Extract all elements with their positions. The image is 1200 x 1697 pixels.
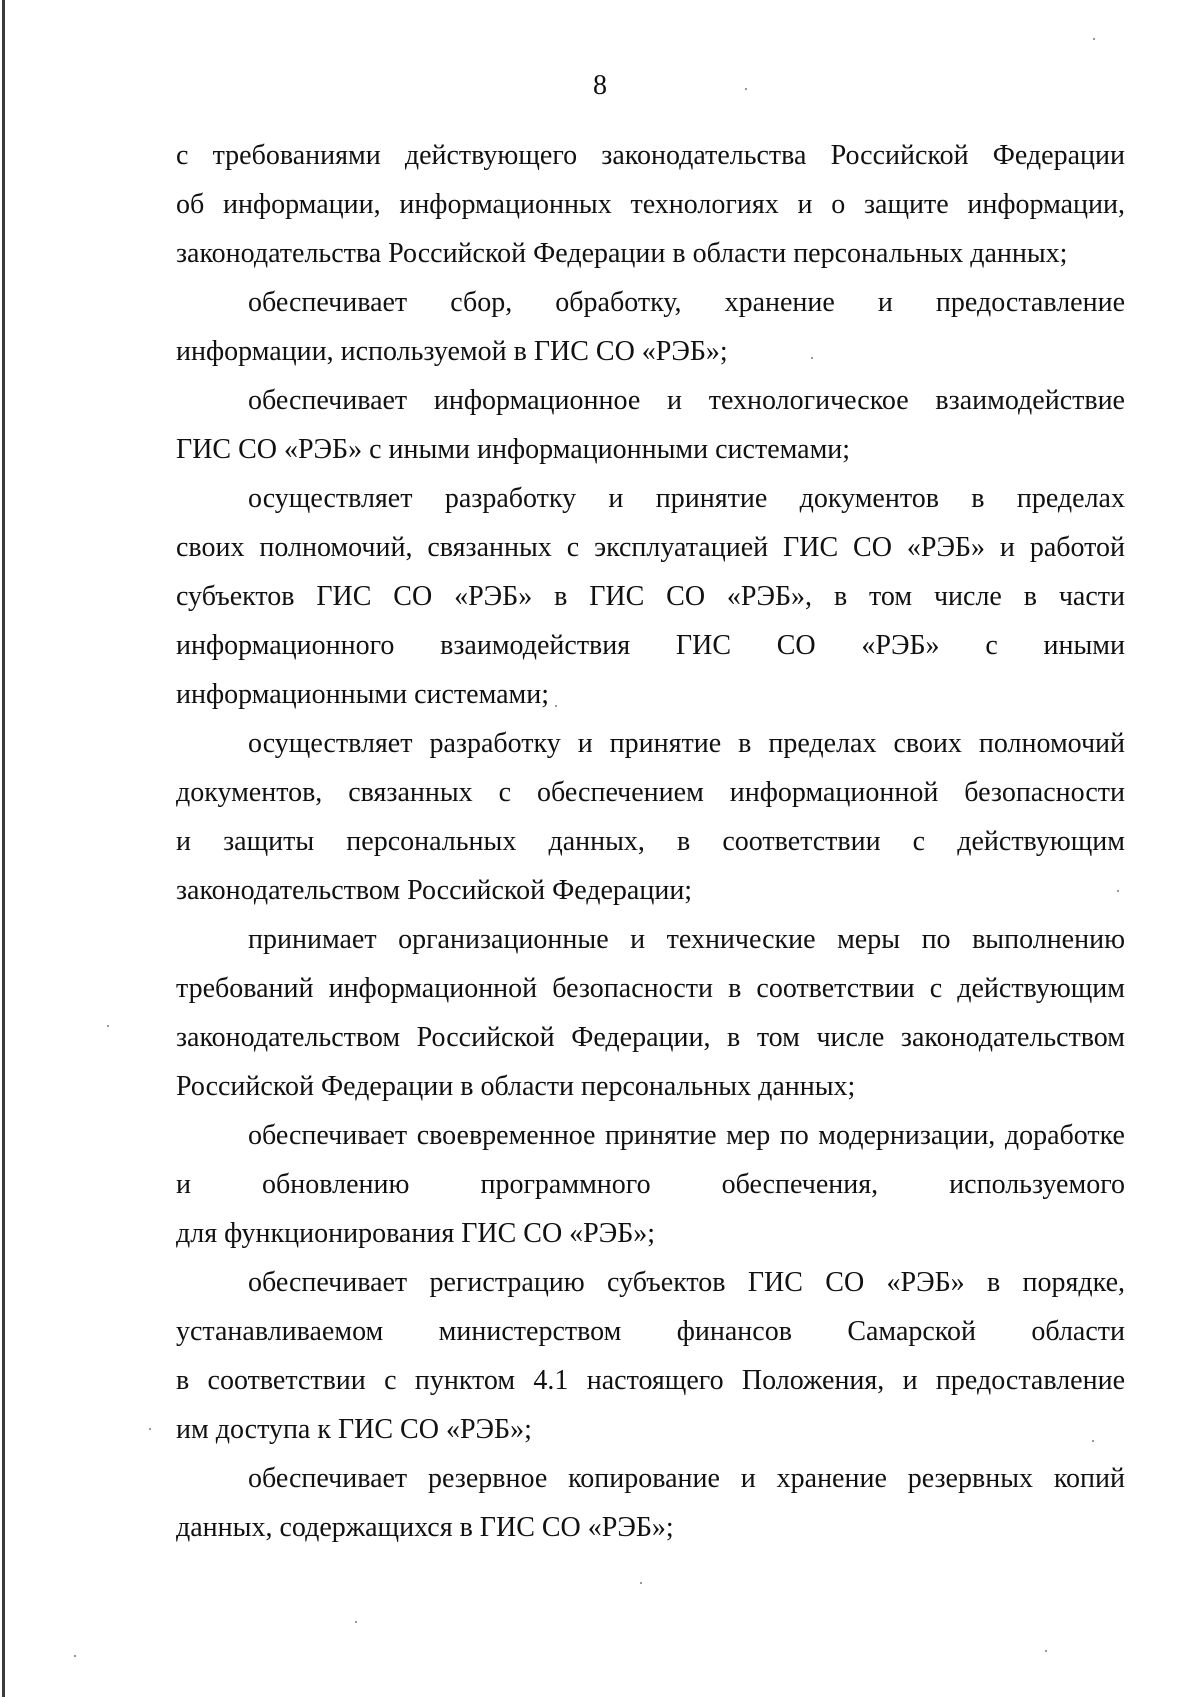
paragraph (176, 278, 1125, 376)
text-line: законодательством Российской Федерации; (176, 875, 693, 906)
paragraph (176, 719, 1125, 915)
scan-speck (745, 88, 747, 90)
scan-speck (1117, 890, 1119, 892)
scan-speck (1093, 38, 1095, 40)
scan-edge-line (2, 0, 5, 1697)
scan-speck (640, 1582, 642, 1584)
paragraph (176, 131, 1125, 278)
text-line: обеспечивает информационное и технологическое взаимодействие (248, 385, 1125, 416)
text-line: и защиты персональных данных, в соответствии с действующим (176, 826, 1125, 857)
text-line: своих полномочий, связанных с эксплуатацией ГИС СО «РЭБ» и работой (176, 532, 1125, 563)
text-line: данных, содержащихся в ГИС СО «РЭБ»; (176, 1512, 674, 1543)
paragraph (176, 376, 1125, 474)
text-line: ГИС СО «РЭБ» с иными информационными системами; (176, 434, 851, 465)
paragraph (176, 915, 1125, 1111)
paragraph (176, 1454, 1125, 1552)
text-line: в соответствии с пунктом 4.1 настоящего Положения, и предоставление (176, 1365, 1125, 1396)
paragraph (176, 1258, 1125, 1454)
text-line: документов, связанных с обеспечением информационной безопасности (176, 777, 1125, 808)
scan-speck (811, 357, 813, 359)
text-line: обеспечивает своевременное принятие мер по модернизации, доработке (248, 1120, 1125, 1151)
page-number: 8 (593, 70, 607, 101)
paragraph (176, 474, 1125, 719)
text-line: для функционирования ГИС СО «РЭБ»; (176, 1218, 656, 1249)
scan-speck (1092, 1440, 1094, 1442)
text-line: законодательством Российской Федерации, в том числе законодательством (176, 1022, 1125, 1053)
text-line: им доступа к ГИС СО «РЭБ»; (176, 1414, 532, 1445)
scan-speck (555, 705, 557, 707)
document-body (176, 131, 1125, 1552)
scan-speck (1045, 1650, 1047, 1652)
scan-speck (149, 1428, 151, 1430)
text-line: с требованиями действующего законодательства Российской Федерации (176, 140, 1125, 171)
text-line: информационного взаимодействия ГИС СО «РЭБ» с иными (176, 630, 1125, 661)
text-line: принимает организационные и технические меры по выполнению (248, 924, 1125, 955)
text-line: осуществляет разработку и принятие документов в пределах (248, 483, 1125, 514)
text-line: информационными системами; (176, 679, 550, 710)
text-line: и обновлению программного обеспечения, используемого (176, 1169, 1125, 1200)
text-line: требований информационной безопасности в соответствии с действующим (176, 973, 1125, 1004)
scan-speck (355, 1621, 357, 1623)
text-line: обеспечивает резервное копирование и хранение резервных копий (248, 1463, 1125, 1494)
text-line: Российской Федерации в области персональных данных; (176, 1071, 856, 1102)
scan-speck (107, 1025, 109, 1027)
text-line: обеспечивает сбор, обработку, хранение и предоставление (248, 287, 1125, 318)
text-line: информации, используемой в ГИС СО «РЭБ»; (176, 336, 728, 367)
paragraph (176, 1111, 1125, 1258)
text-line: законодательства Российской Федерации в области персональных данных; (176, 238, 1068, 269)
text-line: устанавливаемом министерством финансов Самарской области (176, 1316, 1125, 1347)
text-line: осуществляет разработку и принятие в пределах своих полномочий (248, 728, 1125, 759)
scan-speck (74, 1655, 76, 1657)
text-line: обеспечивает регистрацию субъектов ГИС СО «РЭБ» в порядке, (248, 1267, 1125, 1298)
text-line: субъектов ГИС СО «РЭБ» в ГИС СО «РЭБ», в том числе в части (176, 581, 1125, 612)
text-line: об информации, информационных технологиях и о защите информации, (176, 189, 1125, 220)
